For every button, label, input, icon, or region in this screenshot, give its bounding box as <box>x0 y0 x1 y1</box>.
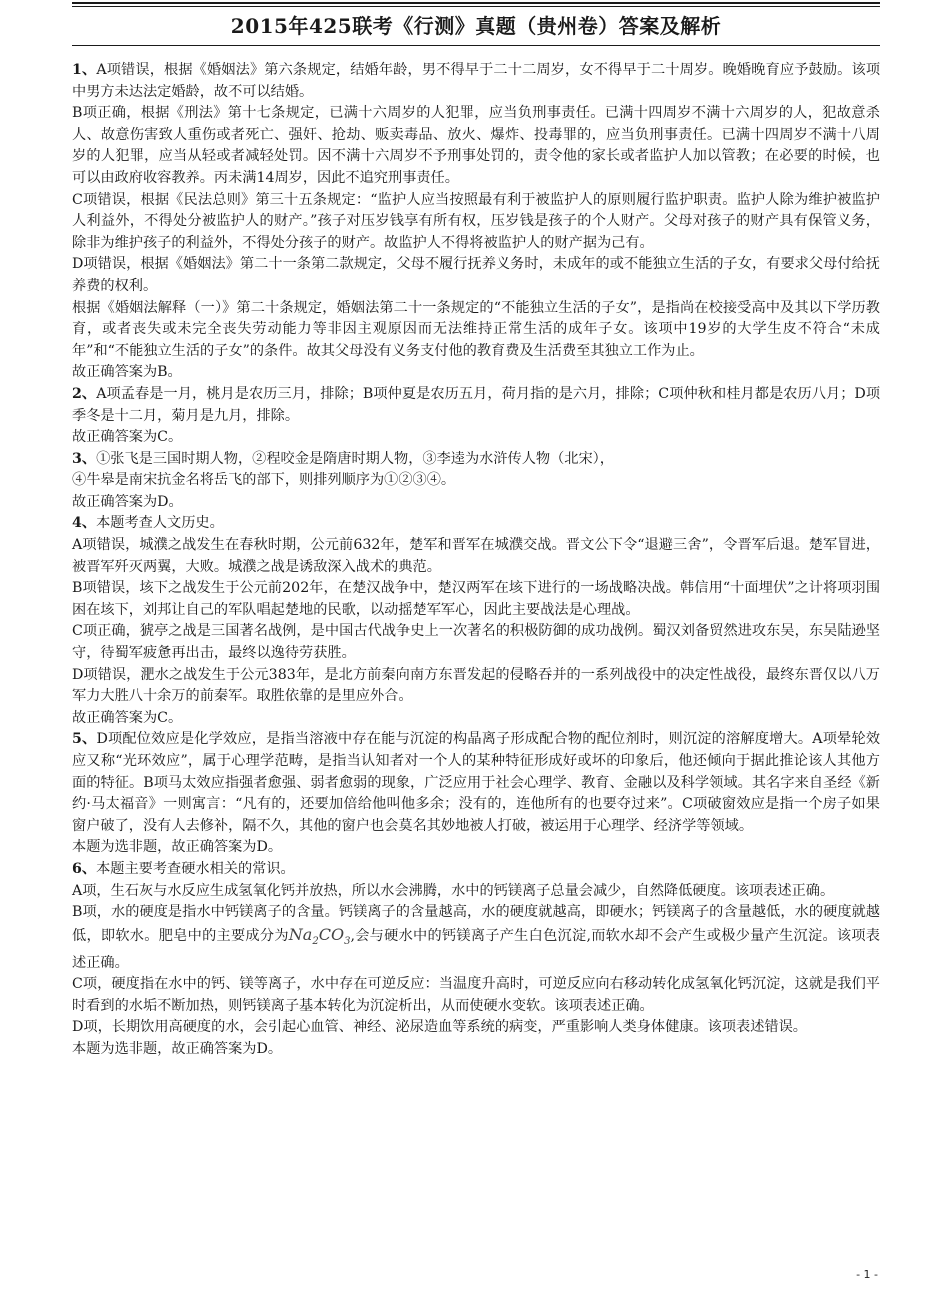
q6-number: 6、 <box>72 860 97 877</box>
page-title: 2015年425联考《行测》真题（贵州卷）答案及解析 <box>230 14 722 38</box>
q1-para-a <box>72 60 880 103</box>
q4-para-b: B项错误，垓下之战发生于公元前202年，在楚汉战争中，楚汉两军在垓下进行的一场战略决战。韩信用“十面埋伏”之计将项羽围困在垓下，刘邦让自己的军队唱起楚地的民歌，以动摇楚军军心，因此主要战法是心理战。 <box>72 580 880 618</box>
q4-para-d: D项错误，淝水之战发生于公元383年，是北方前秦向南方东晋发起的侵略吞并的一系列战役中的决定性战役，最终东晋仅以八万军力大胜八十余万的前秦军。取胜依靠的是里应外合。 <box>72 666 880 705</box>
q4-intro-text: 本题考查人文历史。 <box>96 515 224 532</box>
formula-co: CO <box>318 924 345 944</box>
q6-text-b2: ,会与硬水中的钙镁离子产生白色沉淀,而软水却不会产生或极少量产生沉淀。该项表述正确。 <box>72 927 880 971</box>
q6-intro-text: 本题主要考查硬水相关的常识。 <box>96 860 295 877</box>
q2-text-a: A项孟春是一月，桃月是农历三月，排除；B项仲夏是农历五月，荷月指的是六月，排除；C项仲秋和桂月都是农历八月；D项季冬是十二月，菊月是九月，排除。 <box>72 385 881 424</box>
q2-answer: 故正确答案为C。 <box>72 429 183 446</box>
sodium-carbonate-formula <box>288 924 351 947</box>
q6-answer: 本题为选非题，故正确答案为D。 <box>72 1040 283 1057</box>
formula-co-sub: 3 <box>344 935 351 947</box>
header-rule-thick <box>72 2 880 4</box>
q5-para-a <box>72 729 880 837</box>
formula-na-sub: 2 <box>312 935 319 947</box>
q1-para-d: D项错误，根据《婚姻法》第二十一条第二款规定，父母不履行抚养义务时，未成年的或不能独立生活的子女，有要求父母付给抚养费的权利。 <box>72 256 880 294</box>
q3-para-b: ④牛皋是南宋抗金名将岳飞的部下，则排列顺序为①②③④。 <box>72 472 456 489</box>
q2-number: 2、 <box>72 385 97 402</box>
q4-answer: 故正确答案为C。 <box>72 709 183 726</box>
title-underline <box>72 45 880 46</box>
q1-para-c: C项错误，根据《民法总则》第三十五条规定：“监护人应当按照最有利于被监护人的原则履行监护职责。监护人除为维护被监护人利益外，不得处分被监护人的财产。”孩子对压岁钱享有所有权，压岁钱是孩子的个人财产。父母对孩子的财产具有保管义务，除非为维护孩子的利益外，不得处分孩子的财产。故监护人不得将被监护人的财产据为己有。 <box>72 191 880 251</box>
q2-para-a <box>72 384 880 427</box>
q4-intro <box>72 513 880 535</box>
q6-para-b <box>72 902 880 974</box>
q3-answer: 故正确答案为D。 <box>72 493 183 510</box>
q3-number: 3、 <box>72 450 97 467</box>
q1-answer: 故正确答案为B。 <box>72 364 182 381</box>
page-number: - 1 - <box>856 1268 878 1281</box>
q5-text-a: D项配位效应是化学效应，是指当溶液中存在能与沉淀的构晶离子形成配合物的配位剂时，则沉淀的溶解度增大。A项晕轮效应又称“光环效应”，属于心理学范畴，是指当认知者对一个人的某种特征形成好或坏的印象后，他还倾向于据此推论该人其他方面的特征。B项马太效应指强者愈强、弱者愈弱的现象，广泛应用于社会心理学、教育、金融以及科学领域。其名字来自圣经《新约·马太福音》一则寓言：“凡有的，还要加倍给他叫他多余；没有的，连他所有的也要夺过来”。C项破窗效应是指一个房子如果窗户破了，没有人去修补，隔不久，其他的窗户也会莫名其妙地被人打破，被运用于心理学、经济学等领域。 <box>72 731 881 834</box>
q4-para-c: C项正确，猇亭之战是三国著名战例，是中国古代战争史上一次著名的积极防御的成功战例。蜀汉刘备贸然进攻东吴，东吴陆逊坚守，待蜀军疲惫再出击，最终以逸待劳获胜。 <box>72 623 880 662</box>
q3-para-a <box>72 449 880 471</box>
header-rule-thin <box>72 6 880 7</box>
q1-para-b: B项正确，根据《刑法》第十七条规定，已满十六周岁的人犯罪，应当负刑事责任。已满十四周岁不满十六周岁的人，犯故意杀人、故意伤害致人重伤或者死亡、强奸、抢劫、贩卖毒品、放火、爆炸、投毒罪的，应当负刑事责任。已满十四周岁不满十八周岁的人犯罪，应当从轻或者减轻处罚。因不满十六周岁不予刑事处罚的，责令他的家长或者监护人加以管教；在必要的时候，也可以由政府收容教养。丙未满14周岁，因此不追究刑事责任。 <box>72 105 880 186</box>
q6-para-d: D项，长期饮用高硬度的水，会引起心血管、神经、泌尿造血等系统的病变，严重影响人类身体健康。该项表述错误。 <box>72 1019 807 1036</box>
q1-text-a: A项错误，根据《婚姻法》第六条规定，结婚年龄，男不得早于二十二周岁，女不得早于二十周岁。晚婚晚育应予鼓励。该项中男方未达法定婚龄，故不可以结婚。 <box>72 62 881 100</box>
q5-answer: 本题为选非题，故正确答案为D。 <box>72 839 283 856</box>
q6-para-a: A项，生石灰与水反应生成氢氧化钙并放热，所以水会沸腾，水中的钙镁离子总量会减少，自然降低硬度。该项表述正确。 <box>72 882 835 899</box>
q1-number: 1、 <box>72 62 97 78</box>
q1-para-e: 根据《婚姻法解释（一）》第二十条规定，婚姻法第二十一条规定的“不能独立生活的子女”，是指尚在校接受高中及其以下学历教育，或者丧失或未完全丧失劳动能力等非因主观原因而无法维持正常生活的成年子女。该项中19岁的大学生皮不符合“未成年”和“不能独立生活的子女”的条件。故其父母没有义务支付他的教育费及生活费至其独立工作为止。 <box>72 299 880 359</box>
q6-text-b1: B项，水的硬度是指水中钙镁离子的含量。钙镁离子的含量越高，水的硬度就越高，即硬水；钙镁离子的含量越低，水的硬度就越低，即软水。肥皂中的主要成分为 <box>72 904 880 944</box>
q6-intro <box>72 859 880 881</box>
q4-number: 4、 <box>72 515 97 532</box>
q4-para-a: A项错误，城濮之战发生在春秋时期，公元前632年，楚军和晋军在城濮交战。晋文公下令“退避三舍”，令晋军后退。楚军冒进，被晋军歼灭两翼，大败。城濮之战是诱敌深入战术的典范。 <box>72 537 880 575</box>
q3-text-a: ①张飞是三国时期人物，②程咬金是隋唐时期人物，③李逵为水浒传人物（北宋）， <box>96 450 614 467</box>
q6-para-c: C项，硬度指在水中的钙、镁等离子，水中存在可逆反应：当温度升高时，可逆反应向右移动转化成氢氧化钙沉淀，这就是我们平时看到的水垢不断加热，则钙镁离子基本转化为沉淀析出，从而使硬水变软。该项表述正确。 <box>72 976 880 1014</box>
q5-number: 5、 <box>72 731 97 748</box>
formula-na: Na <box>288 924 313 944</box>
answer-body <box>72 60 880 1061</box>
